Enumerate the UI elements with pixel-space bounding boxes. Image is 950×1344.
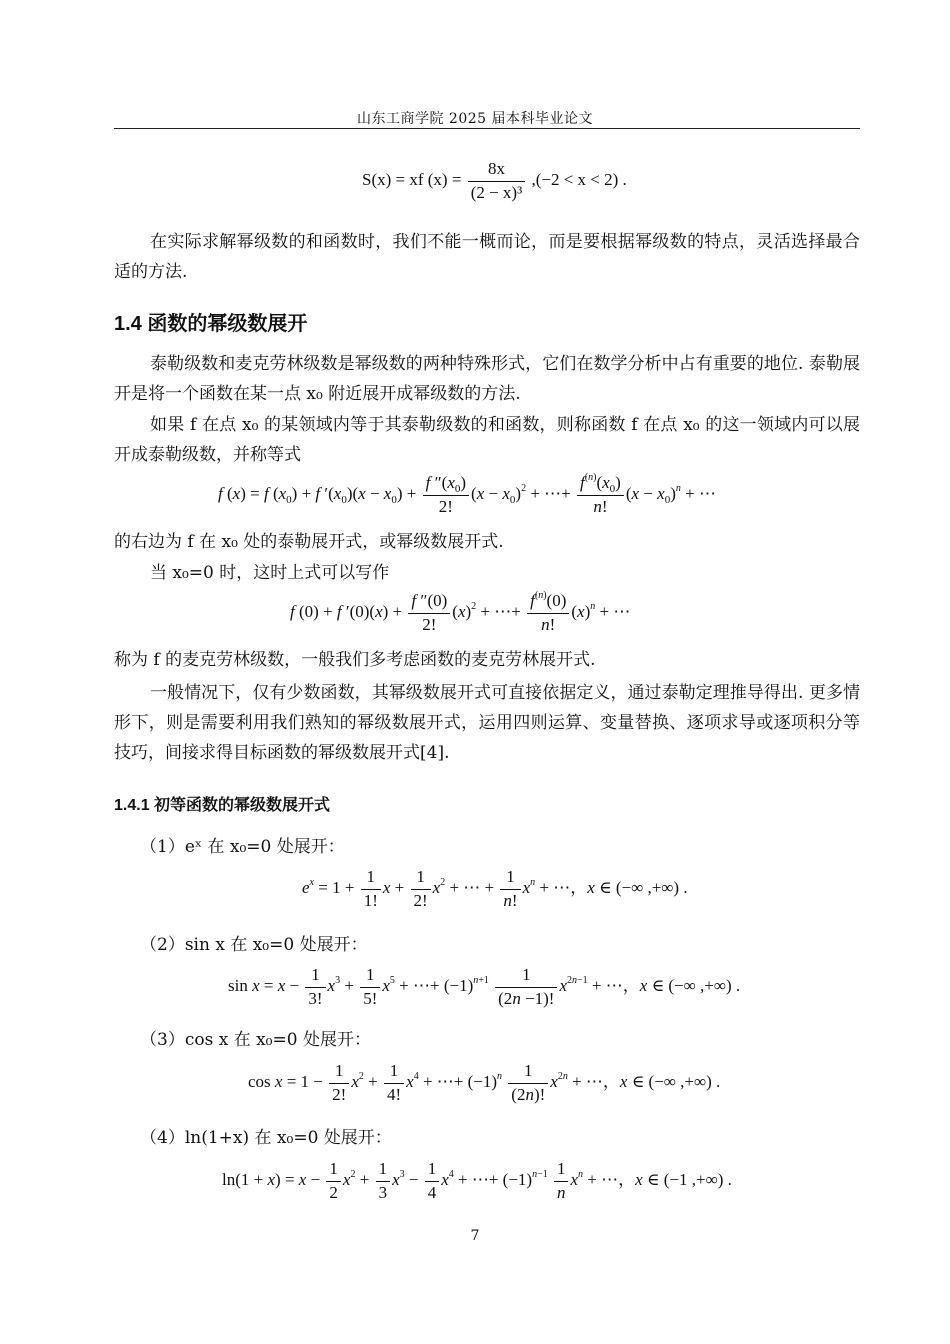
item-sin: （2）sin x 在 x₀=0 处展开： <box>140 935 368 955</box>
section-heading: 1.4 函数的幂级数展开 <box>114 313 308 335</box>
exp-expansion-formula: $e^x = 1$ + $\frac{1}{1!}$ x + $\frac{1}{2!}$ $x^2$ + ⋯ + $\frac{1}{n!}$ $x^n$ + ⋯，x ∈ (−∞ ,+∞) . <box>302 867 688 910</box>
page-number: 7 <box>470 1228 480 1244</box>
paragraph-maclaurin-definition: 称为 f 的麦克劳林级数，一般我们多考虑函数的麦克劳林展开式. <box>114 650 596 670</box>
subsection-heading: 1.4.1 初等函数的幂级数展开式 <box>114 797 331 814</box>
formula-s-fraction <box>468 160 526 202</box>
item-cos: （3）cos x 在 x₀=0 处展开： <box>140 1030 371 1050</box>
formula-s-denominator: (2 − x)³ <box>470 182 523 202</box>
formula-s-numerator: 8x <box>468 160 526 182</box>
item-ln: （4）ln(1+x) 在 x₀=0 处展开： <box>140 1128 392 1148</box>
header-rule <box>114 128 860 129</box>
taylor-series-formula: f (x) = f $(x_0) + f$ $'(x_0)(x - x_0)$ + $\frac{f ''(x_0)}{2!}$ $(x - x_0)^2$ + ⋯+ $\frac{f^{(n)}(x_0)}{n!}$ $(x - x_0)^n$ + ⋯ <box>218 472 716 516</box>
maclaurin-series-formula: f (0) + f ′(0)(x) + $\frac{f ''(0)}{2!}$ $(x)^2$ + ⋯+ $\frac{f^{(n)}(0)}{n!}$ $(x)^n$ + ⋯ <box>290 590 631 634</box>
sin-expansion-formula: sin x = x − $\frac{1}{3!}$ $x^3$ + $\frac{1}{5!}$ $x^5$ + ⋯+ $(-1)^{n+1}$ $\frac{1}{(2n -1)!}$ $x^{2n-1}$ + ⋯，x ∈ (−∞ ,+∞) . <box>228 965 741 1008</box>
paragraph-indirect-methods: 一般情况下，仅有少数函数，其幂级数展开式可直接依据定义，通过泰勒定理推导得出. 更多情形下，则是需要利用我们熟知的幂级数展开式，运用四则运算、变量替换、逐项求导或逐项积分等技巧，间接求得目标函数的幂级数展开式[4]. <box>114 683 860 763</box>
formula-s-domain: ,(−2 < x < 2) . <box>531 170 627 190</box>
sum-function-formula <box>362 160 627 202</box>
paragraph-intro: 在实际求解幂级数的和函数时，我们不能一概而论，而是要根据幂级数的特点，灵活选择最合适的方法. <box>114 232 860 282</box>
paragraph-taylor-expansion-note: 的右边为 f 在 x₀ 处的泰勒展开式，或幂级数展开式. <box>114 532 504 552</box>
cos-expansion-formula: cos x = 1 − $\frac{1}{2!}$ $x^2$ + $\frac{1}{4!}$ $x^4$ + ⋯+ $(-1)^n$ $\frac{1}{(2n)!}$ $x^{2n}$ + ⋯，x ∈ (−∞ ,+∞) . <box>248 1061 721 1104</box>
formula-s-lhs: S(x) = xf (x) = <box>362 170 462 190</box>
ln-expansion-formula: ln(1 + x) = x − $\frac{1}{2}$ $x^2$ + $\frac{1}{3}$ $x^3$ − $\frac{1}{4}$ $x^4$ + ⋯+ $(-1)^{n-1}$ $\frac{1}{n}$ $x^n$ + ⋯，x ∈ (−1 ,+∞) . <box>222 1159 732 1202</box>
paragraph-taylor-definition: 如果 f 在点 x₀ 的某领域内等于其泰勒级数的和函数，则称函数 f 在点 x₀ 的这一领域内可以展开成泰勒级数，并称等式 <box>114 415 860 465</box>
item-exp: （1）eˣ 在 x₀=0 处展开： <box>140 837 345 857</box>
paragraph-maclaurin-case: 当 x₀=0 时，这时上式可以写作 <box>150 563 390 583</box>
page-header: 山东工商学院 2025 届本科毕业论文 <box>356 111 594 127</box>
paragraph-taylor-intro: 泰勒级数和麦克劳林级数是幂级数的两种特殊形式，它们在数学分析中占有重要的地位. 泰勒展开是将一个函数在某一点 x₀ 附近展开成幂级数的方法. <box>114 354 860 404</box>
